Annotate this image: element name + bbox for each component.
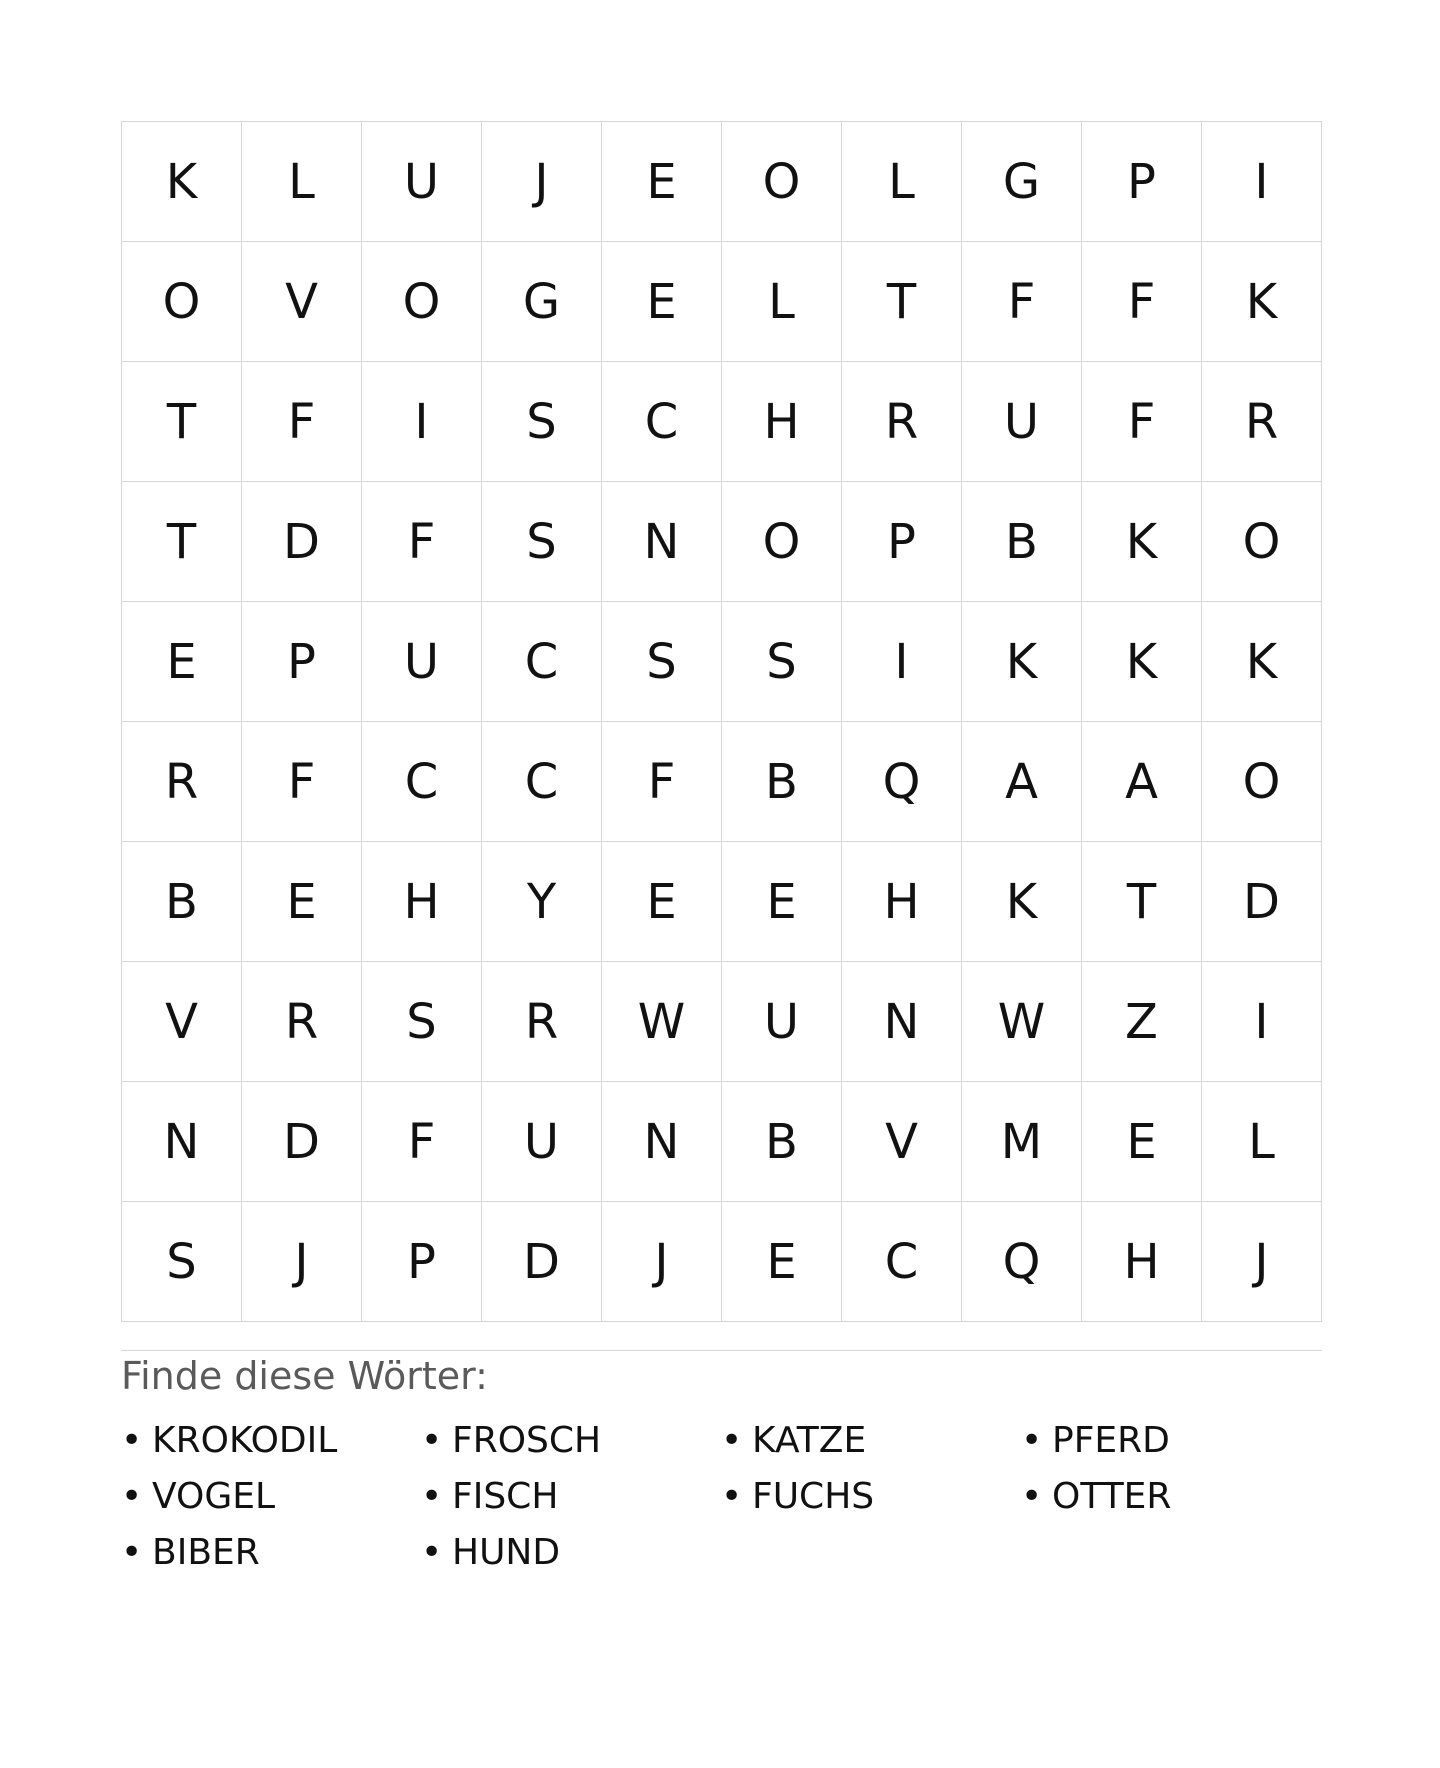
grid-cell[interactable]: B	[122, 842, 242, 962]
grid-cell[interactable]: F	[1082, 242, 1202, 362]
grid-cell[interactable]: D	[482, 1202, 602, 1322]
grid-cell[interactable]: N	[122, 1082, 242, 1202]
grid-cell[interactable]: I	[1202, 122, 1322, 242]
grid-cell[interactable]: S	[722, 602, 842, 722]
grid-cell[interactable]: K	[1082, 482, 1202, 602]
grid-cell[interactable]: U	[722, 962, 842, 1082]
grid-cell[interactable]: T	[1082, 842, 1202, 962]
word-label: BIBER	[152, 1531, 260, 1573]
word-label: KATZE	[752, 1419, 867, 1461]
grid-cell[interactable]: V	[122, 962, 242, 1082]
bullet-icon: •	[721, 1475, 743, 1517]
grid-cell[interactable]: J	[242, 1202, 362, 1322]
grid-cell[interactable]: S	[602, 602, 722, 722]
word-list-item	[1021, 1468, 1321, 1524]
grid-cell[interactable]: T	[122, 482, 242, 602]
grid-cell[interactable]: K	[962, 842, 1082, 962]
grid-cell[interactable]: F	[962, 242, 1082, 362]
grid-cell[interactable]: E	[602, 122, 722, 242]
grid-cell[interactable]: G	[962, 122, 1082, 242]
grid-cell[interactable]: C	[482, 602, 602, 722]
grid-cell[interactable]: S	[122, 1202, 242, 1322]
grid-cell[interactable]: L	[722, 242, 842, 362]
grid-cell[interactable]: E	[722, 842, 842, 962]
word-label: FROSCH	[452, 1419, 602, 1461]
grid-cell[interactable]: F	[242, 362, 362, 482]
grid-cell[interactable]: L	[842, 122, 962, 242]
grid-cell[interactable]: V	[842, 1082, 962, 1202]
grid-cell[interactable]: Q	[962, 1202, 1082, 1322]
grid-cell[interactable]: E	[722, 1202, 842, 1322]
bullet-icon: •	[421, 1531, 443, 1573]
word-label: PFERD	[1052, 1419, 1170, 1461]
grid-cell[interactable]: F	[242, 722, 362, 842]
grid-cell[interactable]: O	[722, 482, 842, 602]
grid-cell[interactable]: T	[122, 362, 242, 482]
grid-cell[interactable]: O	[1202, 722, 1322, 842]
grid-cell[interactable]: U	[362, 602, 482, 722]
grid-cell[interactable]: H	[362, 842, 482, 962]
grid-cell[interactable]: G	[482, 242, 602, 362]
grid-cell[interactable]: D	[242, 482, 362, 602]
grid-cell[interactable]: R	[122, 722, 242, 842]
grid-cell[interactable]: J	[1202, 1202, 1322, 1322]
word-list-item	[121, 1412, 421, 1468]
grid-cell[interactable]: B	[722, 1082, 842, 1202]
grid-cell[interactable]: O	[122, 242, 242, 362]
grid-cell[interactable]: I	[842, 602, 962, 722]
letter-grid	[121, 121, 1322, 1322]
word-label: FISCH	[452, 1475, 559, 1517]
grid-cell[interactable]: P	[1082, 122, 1202, 242]
grid-cell[interactable]: L	[242, 122, 362, 242]
grid-cell[interactable]: A	[1082, 722, 1202, 842]
grid-cell[interactable]: B	[962, 482, 1082, 602]
grid-cell[interactable]: I	[362, 362, 482, 482]
grid-cell[interactable]: O	[362, 242, 482, 362]
word-list-item	[421, 1524, 721, 1580]
grid-cell[interactable]: P	[242, 602, 362, 722]
grid-cell[interactable]: N	[602, 1082, 722, 1202]
grid-cell[interactable]: V	[242, 242, 362, 362]
grid-cell[interactable]: K	[1082, 602, 1202, 722]
word-list-item	[1021, 1412, 1321, 1468]
word-label: VOGEL	[152, 1475, 276, 1517]
grid-cell[interactable]: E	[602, 842, 722, 962]
word-list-item	[421, 1412, 721, 1468]
grid-cell[interactable]: F	[602, 722, 722, 842]
grid-cell[interactable]: S	[482, 362, 602, 482]
grid-cell[interactable]: R	[1202, 362, 1322, 482]
grid-cell[interactable]: R	[842, 362, 962, 482]
grid-cell[interactable]: C	[362, 722, 482, 842]
bullet-icon: •	[1021, 1419, 1043, 1461]
bullet-icon: •	[721, 1419, 743, 1461]
grid-cell[interactable]: Z	[1082, 962, 1202, 1082]
word-list	[121, 1412, 1321, 1580]
grid-cell[interactable]: R	[482, 962, 602, 1082]
grid-cell[interactable]: O	[722, 122, 842, 242]
grid-cell[interactable]: K	[1202, 602, 1322, 722]
word-label: FUCHS	[752, 1475, 875, 1517]
grid-cell[interactable]: K	[962, 602, 1082, 722]
grid-cell[interactable]: O	[1202, 482, 1322, 602]
grid-cell[interactable]: J	[482, 122, 602, 242]
grid-cell[interactable]: E	[242, 842, 362, 962]
grid-cell[interactable]: B	[722, 722, 842, 842]
bullet-icon: •	[121, 1531, 143, 1573]
grid-cell[interactable]: F	[362, 482, 482, 602]
grid-cell[interactable]: C	[602, 362, 722, 482]
grid-cell[interactable]: K	[122, 122, 242, 242]
bullet-icon: •	[1021, 1475, 1043, 1517]
word-list-item	[721, 1412, 1021, 1468]
word-label: HUND	[452, 1531, 561, 1573]
grid-cell[interactable]: J	[602, 1202, 722, 1322]
grid-cell[interactable]: H	[842, 842, 962, 962]
grid-cell[interactable]: D	[242, 1082, 362, 1202]
grid-cell[interactable]: R	[242, 962, 362, 1082]
bullet-icon: •	[121, 1419, 143, 1461]
word-list-item	[121, 1468, 421, 1524]
word-list-heading: Finde diese Wörter:	[121, 1354, 488, 1398]
grid-cell[interactable]: Y	[482, 842, 602, 962]
grid-cell[interactable]: N	[602, 482, 722, 602]
grid-cell[interactable]: D	[1202, 842, 1322, 962]
grid-cell[interactable]: H	[1082, 1202, 1202, 1322]
grid-cell[interactable]: H	[722, 362, 842, 482]
bullet-icon: •	[421, 1475, 443, 1517]
word-list-item	[721, 1468, 1021, 1524]
grid-cell[interactable]: W	[962, 962, 1082, 1082]
grid-cell[interactable]: N	[842, 962, 962, 1082]
grid-cell[interactable]: F	[362, 1082, 482, 1202]
grid-cell[interactable]: U	[482, 1082, 602, 1202]
grid-cell[interactable]: L	[1202, 1082, 1322, 1202]
word-label: OTTER	[1052, 1475, 1172, 1517]
grid-cell[interactable]: E	[122, 602, 242, 722]
grid-cell[interactable]: E	[1082, 1082, 1202, 1202]
grid-cell[interactable]: K	[1202, 242, 1322, 362]
grid-cell[interactable]: Q	[842, 722, 962, 842]
grid-cell[interactable]: W	[602, 962, 722, 1082]
grid-cell[interactable]: P	[362, 1202, 482, 1322]
grid-cell[interactable]: C	[482, 722, 602, 842]
divider	[121, 1350, 1322, 1351]
grid-cell[interactable]: U	[362, 122, 482, 242]
grid-cell[interactable]: F	[1082, 362, 1202, 482]
grid-cell[interactable]: I	[1202, 962, 1322, 1082]
grid-cell[interactable]: P	[842, 482, 962, 602]
grid-cell[interactable]: M	[962, 1082, 1082, 1202]
grid-cell[interactable]: S	[482, 482, 602, 602]
grid-cell[interactable]: C	[842, 1202, 962, 1322]
bullet-icon: •	[421, 1419, 443, 1461]
grid-cell[interactable]: A	[962, 722, 1082, 842]
grid-cell[interactable]: U	[962, 362, 1082, 482]
word-list-item	[421, 1468, 721, 1524]
grid-cell[interactable]: T	[842, 242, 962, 362]
grid-cell[interactable]: E	[602, 242, 722, 362]
grid-cell[interactable]: S	[362, 962, 482, 1082]
word-list-item	[121, 1524, 421, 1580]
word-label: KROKODIL	[152, 1419, 338, 1461]
bullet-icon: •	[121, 1475, 143, 1517]
